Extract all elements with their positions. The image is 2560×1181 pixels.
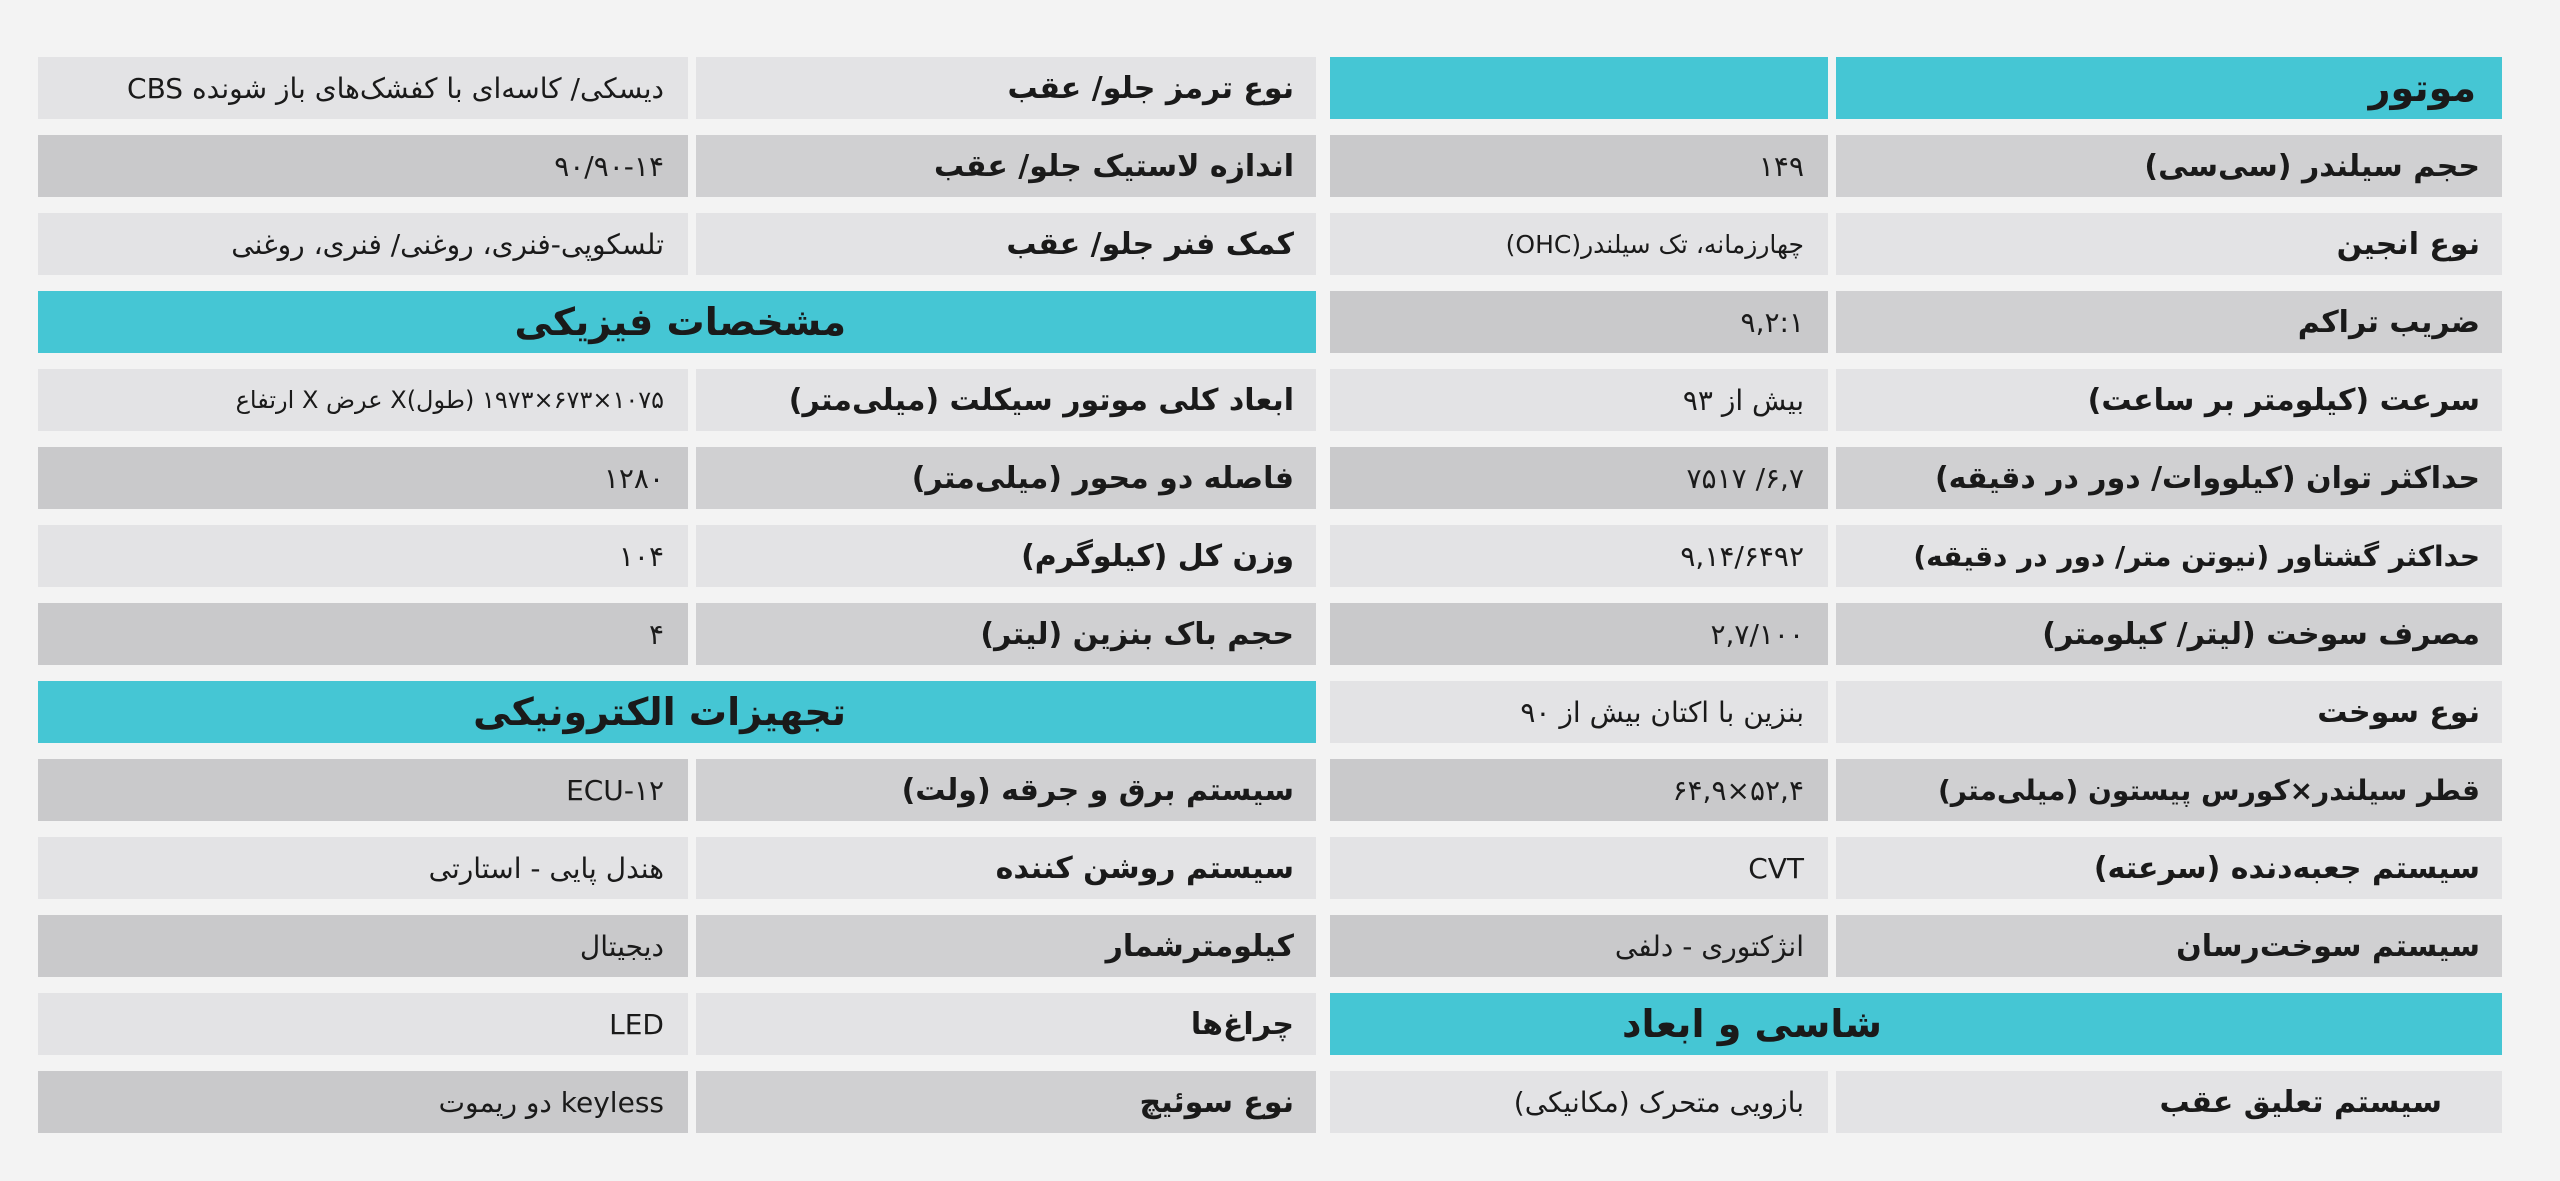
spec-row-odometer — [38, 915, 1316, 977]
spec-row-engine-type — [1330, 213, 2502, 275]
spec-label: قطر سیلندر×کورس پیستون (میلی‌متر) — [1836, 759, 2502, 821]
spec-value: چهارزمانه، تک سیلندر(OHC) — [1330, 213, 1828, 275]
spec-row-fuel-system — [1330, 915, 2502, 977]
spec-row-displacement — [1330, 135, 2502, 197]
spec-label: حداکثر توان (کیلووات/ دور در دقیقه) — [1836, 447, 2502, 509]
spec-value: ۲,۷/۱۰۰ — [1330, 603, 1828, 665]
spec-row-lights — [38, 993, 1316, 1055]
spec-label: اندازه لاستیک جلو/ عقب — [696, 135, 1316, 197]
spec-value: ۱۰۷۵×۶۷۳×۱۹۷۳ (طول)X عرض X ارتفاع — [38, 369, 688, 431]
section-header-engine — [1330, 57, 2502, 119]
spec-value: ۴ — [38, 603, 688, 665]
spec-value: دیجیتال — [38, 915, 688, 977]
spec-value: ۹,۱۴/۶۴۹۲ — [1330, 525, 1828, 587]
spec-row-switch — [38, 1071, 1316, 1133]
spec-row-compression — [1330, 291, 2502, 353]
left-column — [38, 57, 1316, 1149]
spec-row-starter — [38, 837, 1316, 899]
spec-row-weight — [38, 525, 1316, 587]
spec-label: سرعت (کیلومتر بر ساعت) — [1836, 369, 2502, 431]
spec-label: سیستم سوخت‌رسان — [1836, 915, 2502, 977]
spec-row-speed — [1330, 369, 2502, 431]
spec-value: ۹۰/۹۰-۱۴ — [38, 135, 688, 197]
section-header-physical: مشخصات فیزیکی — [38, 291, 1316, 353]
spec-value: LED — [38, 993, 688, 1055]
spec-row-dimensions — [38, 369, 1316, 431]
spec-label: حداکثر گشتاور (نیوتن متر/ دور در دقیقه) — [1836, 525, 2502, 587]
spec-value: تلسکوپی-فنری، روغنی/ فنری، روغنی — [38, 213, 688, 275]
spec-label: وزن کل (کیلوگرم) — [696, 525, 1316, 587]
spec-value: ۶,۷/ ۷۵۱۷ — [1330, 447, 1828, 509]
spec-label: کیلومترشمار — [696, 915, 1316, 977]
spec-label: ضریب تراکم — [1836, 291, 2502, 353]
header-accent-block — [1330, 57, 1828, 119]
spec-row-bore-stroke — [1330, 759, 2502, 821]
spec-row-tank — [38, 603, 1316, 665]
spec-label: حجم باک بنزین (لیتر) — [696, 603, 1316, 665]
spec-value: بنزین با اکتان بیش از ۹۰ — [1330, 681, 1828, 743]
section-header-electronic: تجهیزات الکترونیکی — [38, 681, 1316, 743]
spec-row-fuel-consumption — [1330, 603, 2502, 665]
section-header-engine-title: موتور — [1836, 57, 2502, 119]
spec-label: سیستم جعبه‌دنده (سرعته) — [1836, 837, 2502, 899]
spec-row-brake — [38, 57, 1316, 119]
spec-value: بازویی متحرک (مکانیکی) — [1330, 1071, 1828, 1133]
spec-label: حجم سیلندر (سی‌سی) — [1836, 135, 2502, 197]
spec-label: نوع انجین — [1836, 213, 2502, 275]
spec-value: ۱۰۴ — [38, 525, 688, 587]
section-header-chassis: شاسی و ابعاد — [1330, 993, 2502, 1055]
spec-label: سیستم برق و جرقه (ولت) — [696, 759, 1316, 821]
spec-row-wheelbase — [38, 447, 1316, 509]
spec-row-tire — [38, 135, 1316, 197]
spec-value: ۵۲,۴×۶۴,۹ — [1330, 759, 1828, 821]
spec-label: چراغ‌ها — [696, 993, 1316, 1055]
spec-value: ۱۲-ECU — [38, 759, 688, 821]
spec-label: سیستم روشن کننده — [696, 837, 1316, 899]
spec-label: مصرف سوخت (لیتر/ کیلومتر) — [1836, 603, 2502, 665]
spec-label: ابعاد کلی موتور سیکلت (میلی‌متر) — [696, 369, 1316, 431]
spec-row-ignition — [38, 759, 1316, 821]
spec-value: ۱۲۸۰ — [38, 447, 688, 509]
right-column — [1330, 57, 2502, 1149]
spec-row-rear-suspension — [1330, 1071, 2502, 1133]
spec-row-fuel-type — [1330, 681, 2502, 743]
spec-label: نوع سوخت — [1836, 681, 2502, 743]
spec-value: ۱۴۹ — [1330, 135, 1828, 197]
spec-value: بیش از ۹۳ — [1330, 369, 1828, 431]
spec-label: سیستم تعلیق عقب — [1836, 1071, 2502, 1133]
spec-row-shock — [38, 213, 1316, 275]
spec-label: فاصله دو محور (میلی‌متر) — [696, 447, 1316, 509]
spec-label: نوع سوئیچ — [696, 1071, 1316, 1133]
spec-value: انژکتوری - دلفی — [1330, 915, 1828, 977]
spec-value: CVT — [1330, 837, 1828, 899]
spec-value: keyless دو ریموت — [38, 1071, 688, 1133]
spec-label: کمک فنر جلو/ عقب — [696, 213, 1316, 275]
spec-value: هندل پایی - استارتی — [38, 837, 688, 899]
spec-row-power — [1330, 447, 2502, 509]
spec-row-gearbox — [1330, 837, 2502, 899]
spec-value: ۹,۲:۱ — [1330, 291, 1828, 353]
spec-label: نوع ترمز جلو/ عقب — [696, 57, 1316, 119]
spec-row-torque — [1330, 525, 2502, 587]
spec-value: دیسکی/ کاسه‌ای با کفشک‌های باز شونده CBS — [38, 57, 688, 119]
